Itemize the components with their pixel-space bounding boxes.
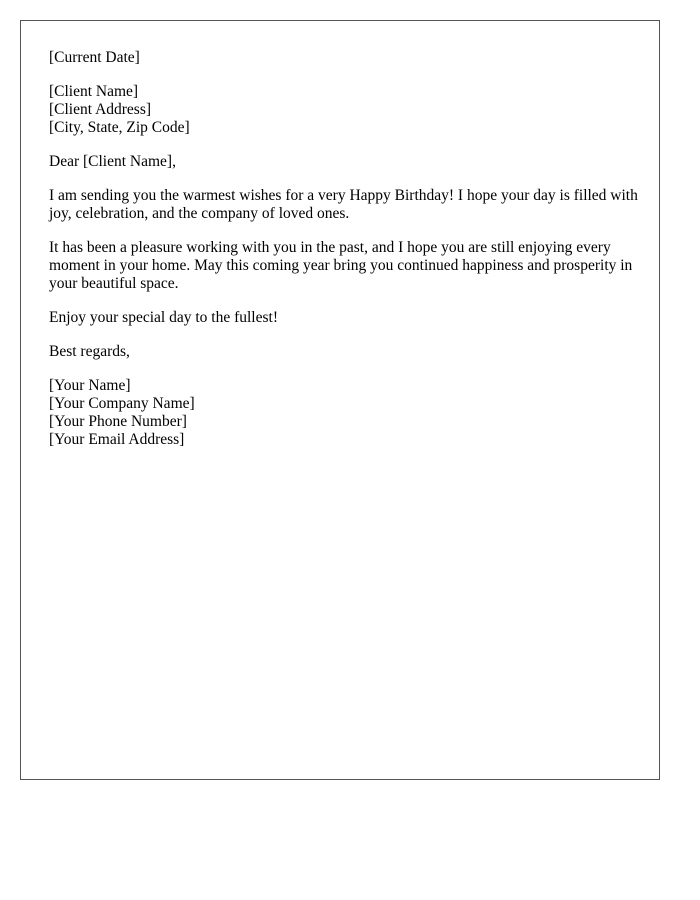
- body-paragraph-2: It has been a pleasure working with you in the past, and I hope you are still enjoying every moment in your home. May this coming year bring you continued happiness and prosperity in your beautiful space.: [49, 239, 633, 292]
- closing: Best regards,: [49, 343, 130, 360]
- body-paragraph-3: Enjoy your special day to the fullest!: [49, 309, 278, 326]
- recipient-city-state-zip: [City, State, Zip Code]: [49, 119, 190, 136]
- recipient-address-block: [49, 83, 639, 137]
- body-paragraph-1: I am sending you the warmest wishes for a very Happy Birthday! I hope your day is filled with joy, celebration, and the company of loved ones.: [49, 187, 638, 222]
- recipient-name: [Client Name]: [49, 83, 139, 100]
- letter-date: [Current Date]: [49, 49, 140, 66]
- sender-phone: [Your Phone Number]: [49, 413, 187, 430]
- date-block: [49, 49, 639, 67]
- closing-block: [49, 343, 639, 361]
- letter-body: [49, 49, 639, 465]
- sender-email: [Your Email Address]: [49, 431, 185, 448]
- sender-company: [Your Company Name]: [49, 395, 195, 412]
- salutation-block: [49, 153, 639, 171]
- sender-name: [Your Name]: [49, 377, 131, 394]
- salutation: Dear [Client Name],: [49, 153, 176, 170]
- signature-block: [49, 377, 639, 449]
- recipient-address: [Client Address]: [49, 101, 152, 118]
- letter-page: [20, 20, 660, 780]
